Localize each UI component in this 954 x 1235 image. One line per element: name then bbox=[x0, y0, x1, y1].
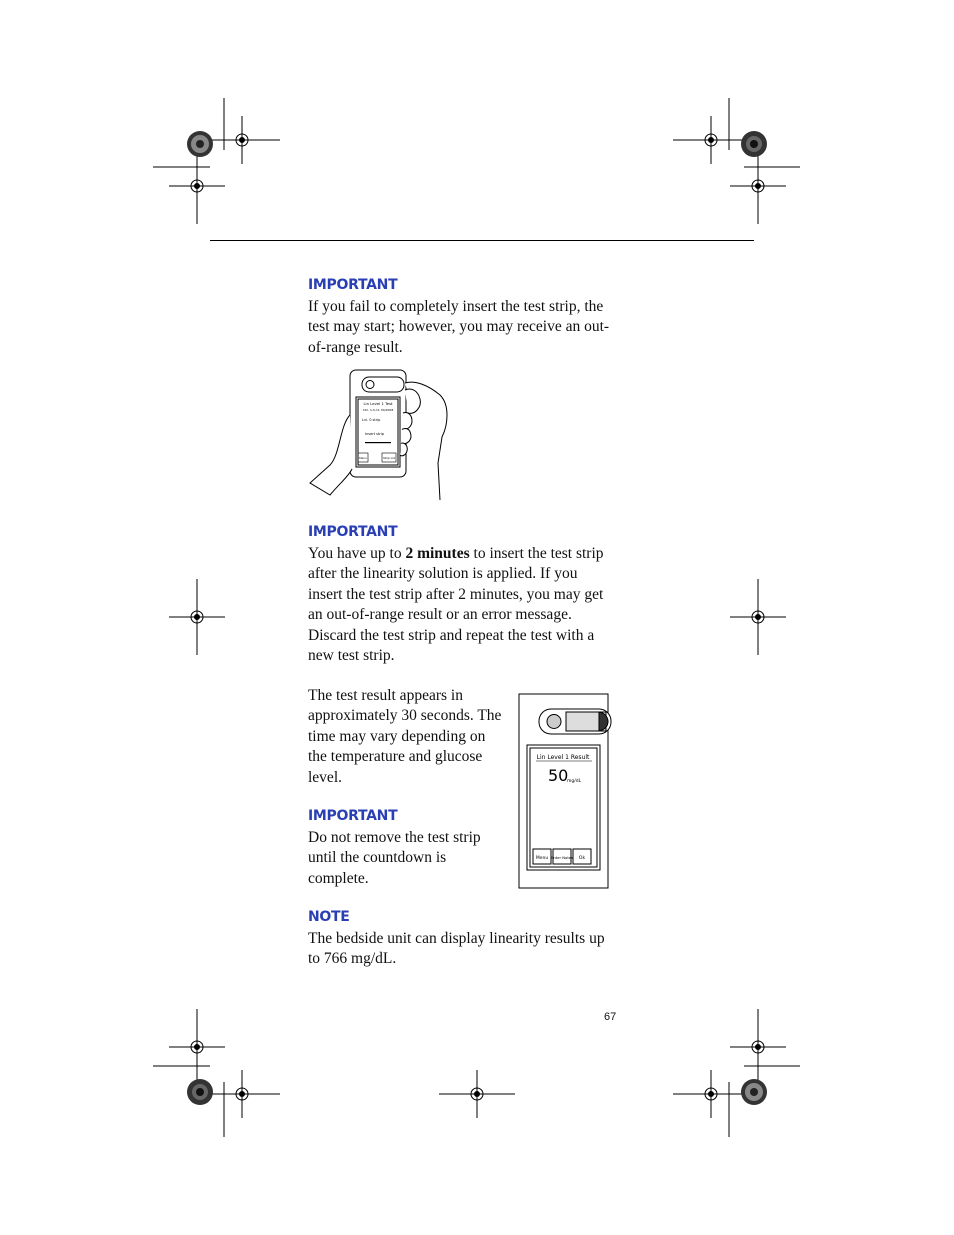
text-part: to insert the test strip after the linearity solution is applied. If you insert the test strip after 2 minutes, you may get an out-of-range result or an error message. Discard the test strip and repeat the test with a new test strip. bbox=[308, 545, 604, 665]
result-info-text: The test result appears in approximately 30 seconds. The time may vary depending on the temperature and glucose level. bbox=[308, 687, 502, 786]
screen-line3: Insert strip bbox=[365, 432, 384, 436]
important-text-3: Do not remove the test strip until the countdown is complete. bbox=[308, 829, 481, 887]
screen-btn-menu: Menu bbox=[359, 456, 367, 460]
result-unit: mg/dL bbox=[567, 779, 582, 784]
result-btn-ok: Ok bbox=[578, 856, 586, 861]
screen-line2: Lvl. 0 strip bbox=[362, 418, 381, 422]
screen-btn-strip: Strip Lot bbox=[383, 456, 395, 460]
header-rule bbox=[210, 240, 754, 241]
meter-result-illustration bbox=[514, 692, 614, 892]
note-heading: NOTE bbox=[308, 909, 350, 925]
insert-strip-illustration bbox=[300, 365, 460, 505]
screen-line1: Ctrl. 1-5-11 30/2008 bbox=[362, 408, 394, 412]
important-heading-2: IMPORTANT bbox=[308, 524, 398, 540]
page-number: 67 bbox=[604, 1011, 617, 1023]
screen-title: Lin Level 1 Test bbox=[363, 401, 393, 406]
important-text-2 bbox=[308, 544, 608, 666]
result-screen-title: Lin Level 1 Result bbox=[536, 754, 590, 761]
result-value: 50 bbox=[548, 766, 569, 785]
note-text: The bedside unit can display linearity results up to 766 mg/dL. bbox=[308, 930, 605, 968]
result-btn-notes: Enter Notes bbox=[550, 855, 574, 860]
emphasis-text: 2 minutes bbox=[405, 545, 470, 562]
important-heading-1: IMPORTANT bbox=[308, 277, 398, 293]
important-heading-3: IMPORTANT bbox=[308, 808, 398, 824]
important-text-1: If you fail to completely insert the test strip, the test may start; however, you may receive an out-of-range result. bbox=[308, 298, 610, 356]
text-part: You have up to bbox=[308, 545, 406, 562]
result-btn-menu: Menu bbox=[535, 856, 549, 861]
